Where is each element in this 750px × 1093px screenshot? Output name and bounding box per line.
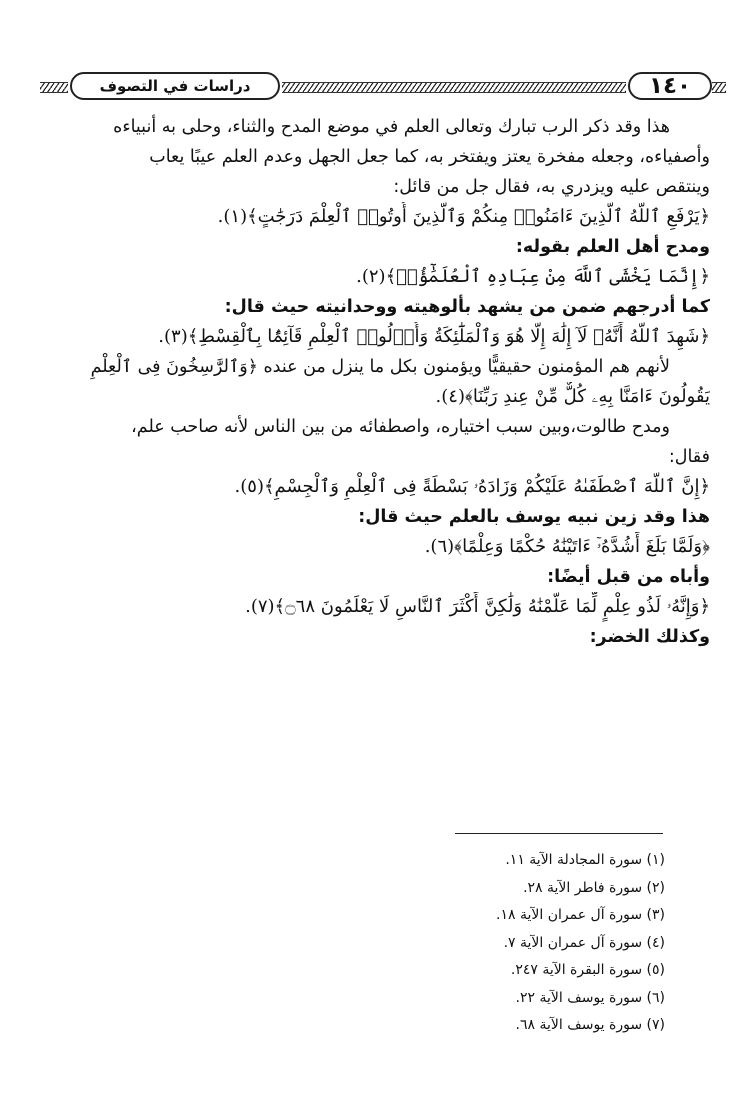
running-title: دراسات في التصوف <box>70 72 280 100</box>
text-line: ﴿شَهِدَ ٱللَّهُ أَنَّهُۥ لَآ إِلَٰهَ إِلَّا هُوَ وَٱلْمَلَٰٓئِكَةُ وَأُو۟لُوا۟ ٱلْعِلْمِ قَآئِمًۢا بِٱلْقِسْطِ﴾(٣). <box>158 326 710 347</box>
text-line: وينتقص عليه ويزدري به، فقال جل من قائل: <box>393 177 710 197</box>
text-line: كما أدرجهم ضمن من يشهد بألوهيته ووحدانيته حيث قال: <box>224 297 710 317</box>
main-text <box>40 112 710 652</box>
text-line: ومدح طالوت،وبين سبب اختياره، واصطفائه من بين الناس لأنه صاحب علم، <box>131 417 670 437</box>
footnote: (٧) سورة يوسف الآية ٦٨. <box>515 1017 665 1033</box>
footnote-separator <box>455 833 663 834</box>
footnote: (٦) سورة يوسف الآية ٢٢. <box>515 989 665 1006</box>
header-ornament-middle <box>282 82 626 93</box>
header-ornament-right <box>712 82 726 93</box>
text-line: ﴿إِنَّمَا يَخْشَى ٱللَّهَ مِنْ عِبَادِهِ ٱلْعُلَمَٰٓؤُا۟﴾(٢). <box>356 266 710 287</box>
page-number: ١٤٠ <box>628 72 712 100</box>
footnotes <box>300 847 665 1040</box>
footnote: (٥) سورة البقرة الآية ٢٤٧. <box>510 962 665 978</box>
text-line: فقال: <box>668 447 710 467</box>
text-line: هذا وقد ذكر الرب تبارك وتعالى العلم في موضع المدح والثناء، وحلى به أنبياءه <box>113 117 670 137</box>
text-line: ومدح أهل العلم بقوله: <box>515 237 710 257</box>
header-ornament-left <box>40 82 68 93</box>
text-line: يَقُولُونَ ءَامَنَّا بِهِۦ كُلٌّ مِّنْ عِندِ رَبِّنَا﴾(٤). <box>435 386 710 407</box>
text-line: وأباه من قبل أيضًا: <box>547 567 710 587</box>
text-line: هذا وقد زين نبيه يوسف بالعلم حيث قال: <box>358 507 710 527</box>
text-line: ﴿وَلَمَّا بَلَغَ أَشُدَّهُۥٓ ءَاتَيْنَٰهُ حُكْمًا وَعِلْمًا﴾(٦). <box>424 536 710 557</box>
text-line: وكذلك الخضر: <box>589 627 710 647</box>
footnote: (١) سورة المجادلة الآية ١١. <box>505 852 665 868</box>
text-line: ﴿وَإِنَّهُۥ لَذُو عِلْمٍ لِّمَا عَلَّمْنَٰهُ وَلَٰكِنَّ أَكْثَرَ ٱلنَّاسِ لَا يَعْلَمُونَ ۝٦٨﴾(٧). <box>245 596 710 617</box>
text-line: وأصفياءه، وجعله مفخرة يعتز ويفتخر به، كما جعل الجهل وعدم العلم عيبًا يعاب <box>149 147 710 167</box>
running-header <box>40 62 715 106</box>
footnote: (٢) سورة فاطر الآية ٢٨. <box>523 879 665 896</box>
footnote: (٤) سورة آل عمران الآية ٧. <box>503 934 665 951</box>
footnote: (٣) سورة آل عمران الآية ١٨. <box>496 907 665 923</box>
text-line: ﴿إِنَّ ٱللَّهَ ٱصْطَفَىٰهُ عَلَيْكُمْ وَزَادَهُۥ بَسْطَةً فِى ٱلْعِلْمِ وَٱلْجِسْمِ﴾(٥). <box>234 476 710 497</box>
text-line: ﴿يَرْفَعِ ٱللَّهُ ٱلَّذِينَ ءَامَنُوا۟ مِنكُمْ وَٱلَّذِينَ أُوتُوا۟ ٱلْعِلْمَ دَرَجَٰتٍ﴾(١). <box>217 206 710 227</box>
text-line: لأنهم هم المؤمنون حقيقيًّا ويؤمنون بكل ما ينزل من عنده ﴿وَٱلرَّٰسِخُونَ فِى ٱلْعِلْمِ <box>90 357 670 377</box>
